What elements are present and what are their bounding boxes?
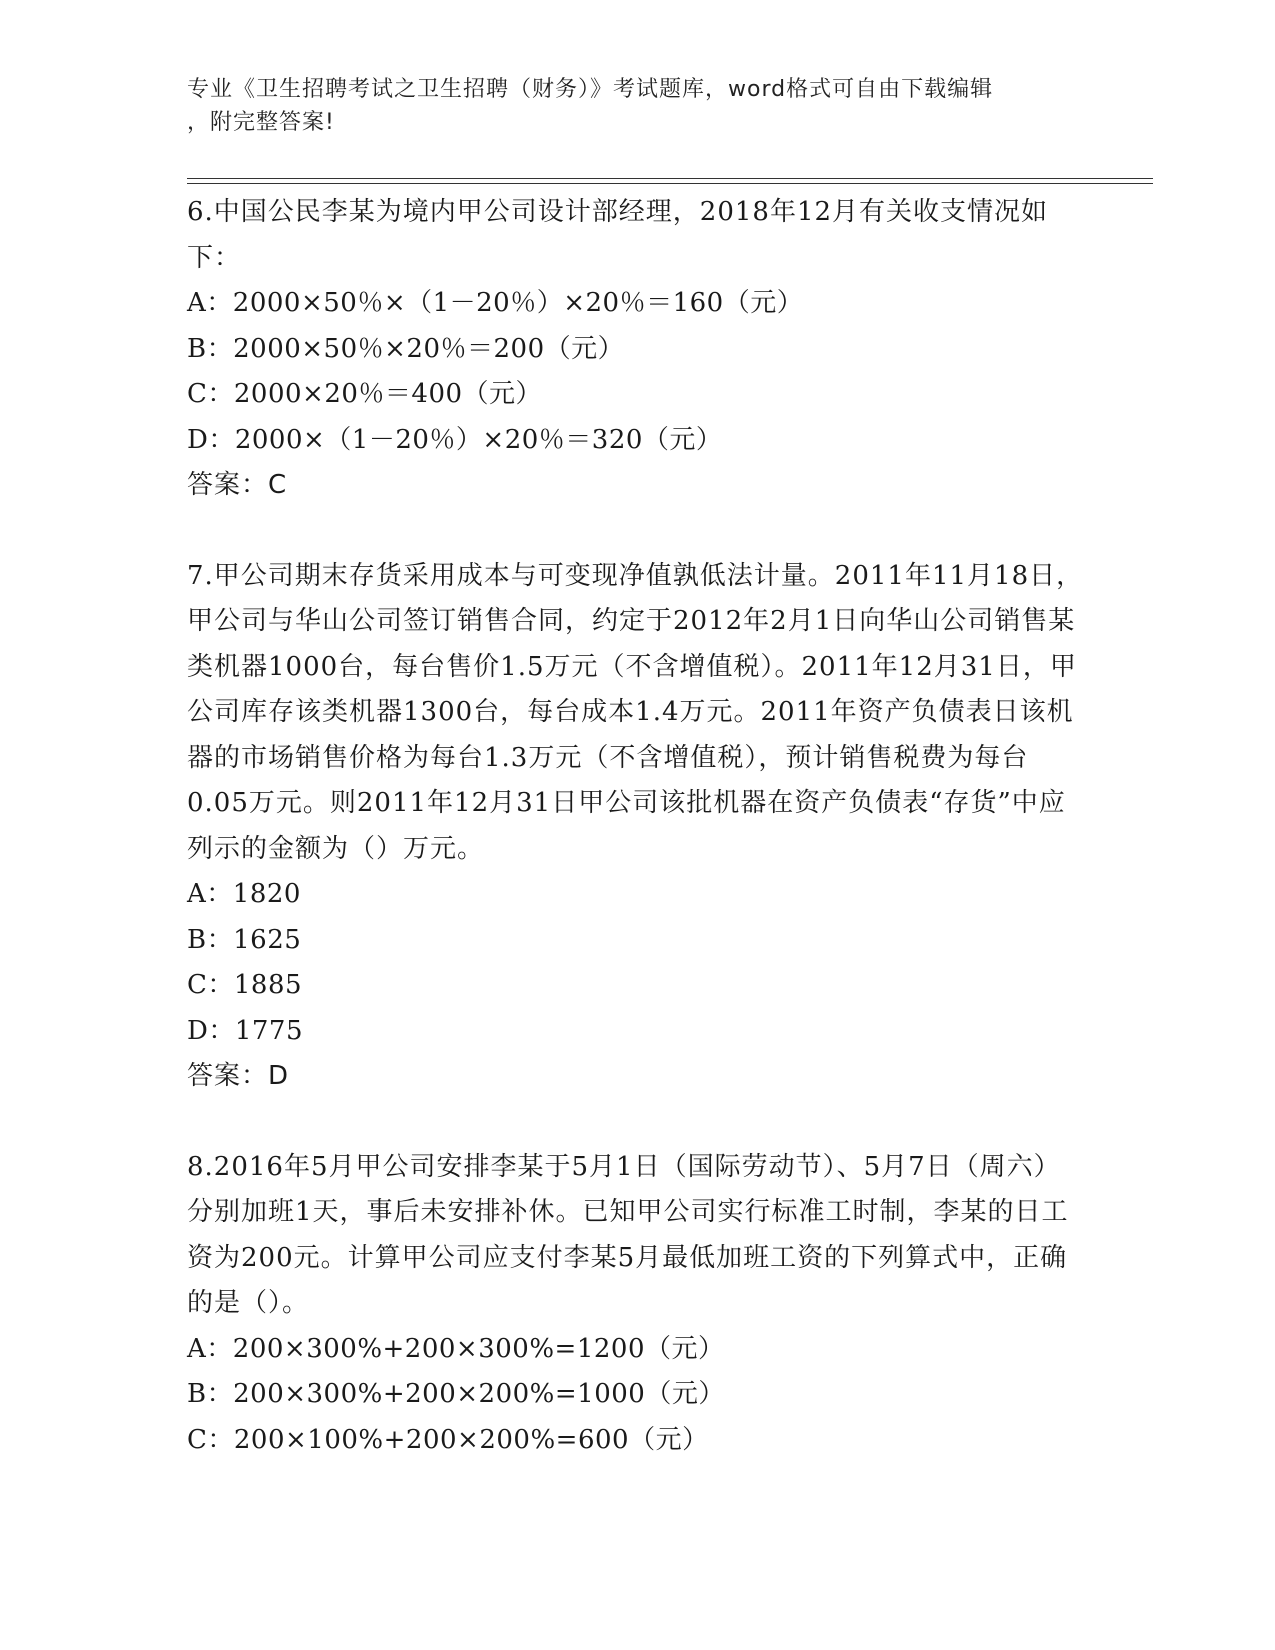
question-text: 8.2016年5月甲公司安排李某于5月1日（国际劳动节）、5月7日（周六）分别加班1天，事后未安排补休。已知甲公司实行标准工时制，李某的日工资为200元。计算甲公司应支付李某5月最低加班工资的下列算式中，正确的是（）。 [187,1151,1069,1318]
header-line-1: 专业《卫生招聘考试之卫生招聘（财务）》考试题库，word格式可自由下载编辑 [187,77,994,102]
answer: 答案：C [187,470,288,500]
question-7 [187,554,1087,1100]
option-c: C：200×100%+200×200%=600（元） [187,1424,709,1455]
header-line-2: ，附完整答案! [187,110,335,135]
option-d: D：2000×（1－20％）×20％＝320（元） [187,424,723,455]
option-c: C：1885 [187,970,303,1000]
question-list [187,190,1087,1463]
option-b: B：200×300%+200×200%=1000（元） [187,1379,725,1409]
option-d: D：1775 [187,1015,304,1046]
question-8 [187,1145,1087,1464]
option-a: A：1820 [187,879,301,909]
header-divider-top [187,178,1153,179]
option-a: A：2000×50％×（1－20％）×20％＝160（元） [187,288,804,318]
option-a: A：200×300%+200×300%=1200（元） [187,1333,725,1364]
question-text: 7.甲公司期末存货采用成本与可变现净值孰低法计量。2011年11月18日，甲公司与华山公司签订销售合同，约定于2012年2月1日向华山公司销售某类机器1000台，每台售价1.5万元（不含增值税）。2011年12月31日，甲公司库存该类机器1300台，每台成本1.4万元。2011年资产负债表日该机器的市场销售价格为每台1.3万元（不含增值税），预计销售税费为每台0.05万元。则2011年12月31日甲公司该批机器在资产负债表“存货”中应列示的金额为（）万元。 [187,560,1084,864]
header-divider-bottom [187,183,1153,184]
option-c: C：2000×20％＝400（元） [187,379,543,409]
option-b: B：1625 [187,924,302,955]
option-b: B：2000×50％×20％＝200（元） [187,333,625,364]
question-6 [187,190,1087,509]
document-header [187,73,1067,139]
question-text: 6.中国公民李某为境内甲公司设计部经理，2018年12月有关收支情况如下： [187,197,1049,273]
answer: 答案：D [187,1061,290,1091]
